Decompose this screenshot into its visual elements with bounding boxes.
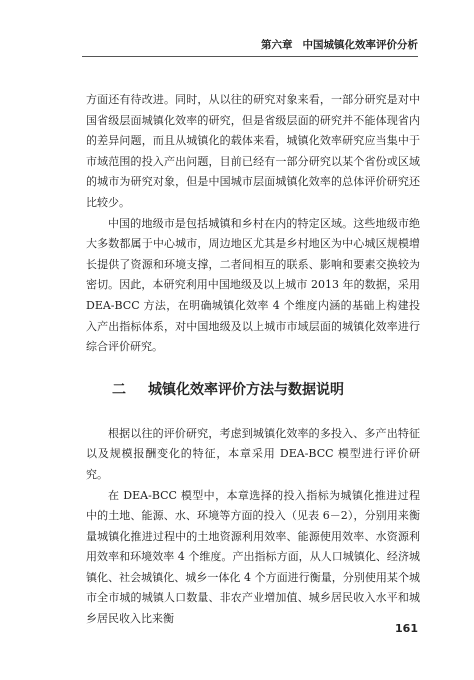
- paragraph-4: 在 DEA-BCC 模型中，本章选择的投入指标为城镇化推进过程中的土地、能源、水、环境等方面的投入（见表 6－2），分别用来衡量城镇化推进过程中的土地资源利用效率、能源使用效率、水资源利用效率和环境效率 4 个维度。产出指标方面，从人口城镇化、经济城镇化、社会城镇化、城乡一体化 4 个方面进行衡量，分别使用某个城市全市城的城镇人口数量、非农产业增加值、城乡居民收入水平和城乡居民收入比来衡: [86, 488, 420, 626]
- page-content: [86, 90, 420, 630]
- header-title: 中国城镇化效率评价分析: [302, 39, 418, 51]
- section-title: 城镇化效率评价方法与数据说明: [148, 381, 344, 398]
- paragraph-3: 根据以往的评价研究，考虑到城镇化效率的多投入、多产出特征以及规模报酬变化的特征，本章采用 DEA-BCC 模型进行评价研究。: [86, 426, 420, 481]
- page-number: 161: [395, 622, 418, 635]
- section-number: 二: [112, 381, 126, 398]
- paragraph-2: 中国的地级市是包括城镇和乡村在内的特定区域。这些地级市绝大多数都属于中心城市，周边地区尤其是乡村地区为中心城区规模增长提供了资源和环境支撑，二者间相互的联系、影响和要素交换较为密切。因此，本研究利用中国地级及以上城市 2013 年的数据，采用 DEA-BCC 方法，在明确城镇化效率 4 个维度内涵的基础上构建投入产出指标体系，对中国地级及以上城市市域层面的城镇化效率进行综合评价研究。: [86, 216, 420, 354]
- running-header: [82, 34, 418, 57]
- header-chapter: 第六章: [261, 39, 293, 51]
- section-heading: [86, 378, 420, 402]
- paragraph-1: 方面还有待改进。同时，从以往的研究对象来看，一部分研究是对中国省级层面城镇化效率的研究，但是省级层面的研究并不能体现省内的差异问题，而且从城镇化的载体来看，城镇化效率研究应当集中于市域范围的投入产出问题，目前已经有一部分研究以某个省份或区域的城市为研究对象，但是中国城市层面城镇化效率的总体评价研究还比较少。: [86, 93, 420, 209]
